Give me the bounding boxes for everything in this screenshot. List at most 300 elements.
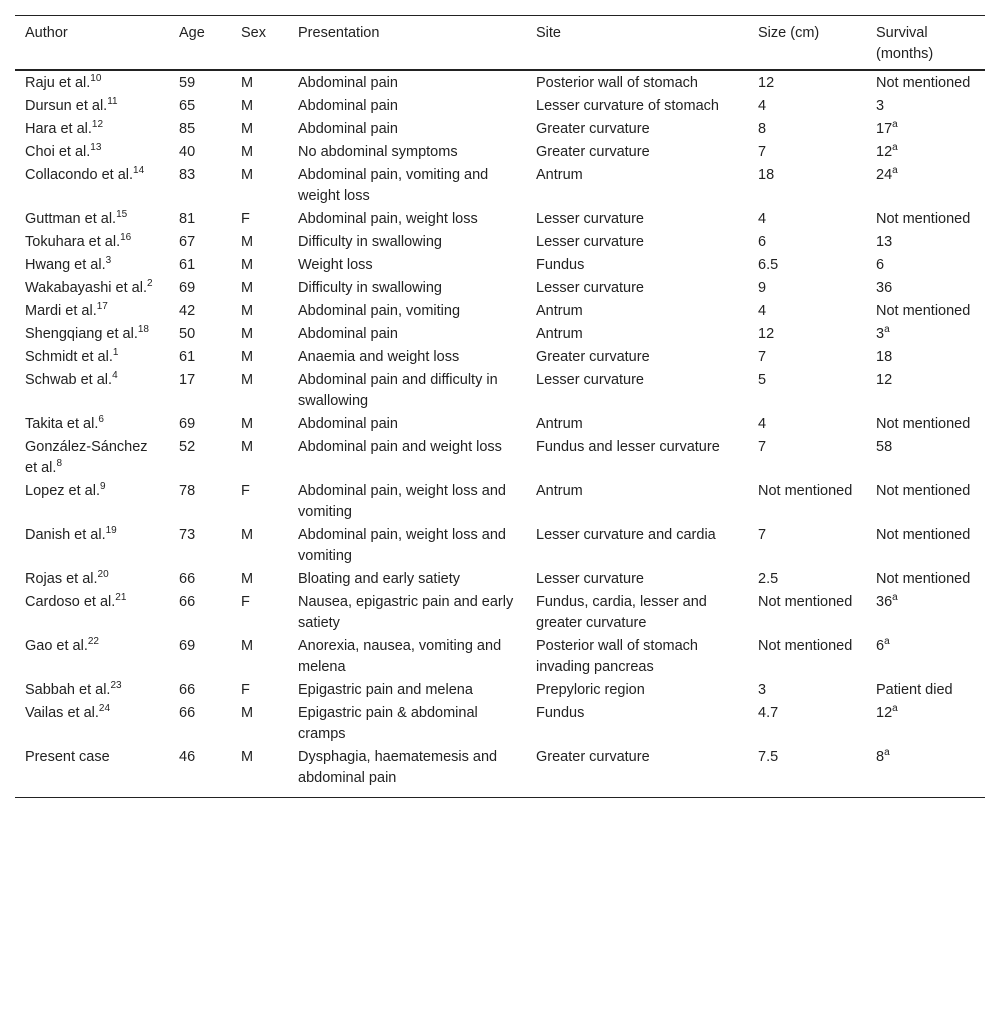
presentation-cell-text: Abdominal pain, weight loss and vomiting bbox=[298, 483, 506, 520]
site-cell bbox=[526, 369, 748, 413]
survival-cell-text: 6 bbox=[876, 638, 885, 654]
sex-cell bbox=[231, 568, 288, 591]
survival-cell-text: 17 bbox=[876, 121, 893, 137]
size-cell-text: Not mentioned bbox=[758, 483, 853, 499]
sex-cell bbox=[231, 524, 288, 568]
presentation-cell bbox=[288, 635, 526, 679]
presentation-cell bbox=[288, 369, 526, 413]
site-cell bbox=[526, 346, 748, 369]
site-cell-text: Greater curvature bbox=[536, 349, 650, 365]
age-cell-text: 69 bbox=[179, 416, 196, 432]
size-cell bbox=[748, 346, 866, 369]
presentation-cell-text: Anaemia and weight loss bbox=[298, 349, 460, 365]
size-cell-text: Not mentioned bbox=[758, 594, 853, 610]
sex-cell-text: M bbox=[241, 326, 254, 342]
size-cell bbox=[748, 141, 866, 164]
reference-number: 16 bbox=[120, 232, 132, 243]
site-cell-text: Lesser curvature of stomach bbox=[536, 98, 719, 114]
site-cell bbox=[526, 254, 748, 277]
site-cell bbox=[526, 141, 748, 164]
table-row bbox=[15, 323, 985, 346]
author-cell bbox=[15, 702, 169, 746]
site-cell-text: Antrum bbox=[536, 416, 583, 432]
sex-cell bbox=[231, 413, 288, 436]
sex-cell bbox=[231, 208, 288, 231]
presentation-cell bbox=[288, 70, 526, 95]
table-row bbox=[15, 208, 985, 231]
author-cell bbox=[15, 346, 169, 369]
survival-cell bbox=[866, 141, 985, 164]
age-cell-text: 66 bbox=[179, 571, 196, 587]
age-cell bbox=[169, 118, 231, 141]
age-cell-text: 69 bbox=[179, 280, 196, 296]
reference-number: 14 bbox=[133, 165, 145, 176]
reference-number: 1 bbox=[112, 347, 119, 358]
presentation-cell bbox=[288, 591, 526, 635]
site-cell-text: Lesser curvature and cardia bbox=[536, 527, 716, 543]
sex-cell bbox=[231, 95, 288, 118]
presentation-cell bbox=[288, 164, 526, 208]
sex-cell bbox=[231, 702, 288, 746]
survival-cell-text: 36 bbox=[876, 594, 893, 610]
size-cell bbox=[748, 208, 866, 231]
author-cell-text: Takita et al. bbox=[25, 416, 99, 432]
sex-cell-text: F bbox=[241, 483, 250, 499]
author-cell-text: Schwab et al. bbox=[25, 372, 113, 388]
sex-cell-text: M bbox=[241, 303, 254, 319]
site-cell bbox=[526, 164, 748, 208]
table-row bbox=[15, 746, 985, 798]
presentation-cell-text: Nausea, epigastric pain and early satiety bbox=[298, 594, 514, 631]
author-cell-text: Gao et al. bbox=[25, 638, 88, 654]
age-cell-text: 61 bbox=[179, 257, 196, 273]
presentation-cell bbox=[288, 746, 526, 798]
size-cell-text: 12 bbox=[758, 326, 775, 342]
site-cell bbox=[526, 591, 748, 635]
presentation-cell-text: Difficulty in swallowing bbox=[298, 234, 442, 250]
size-cell-text: 5 bbox=[758, 372, 767, 388]
sex-cell bbox=[231, 746, 288, 798]
sex-cell-text: M bbox=[241, 121, 254, 137]
table-row bbox=[15, 346, 985, 369]
author-cell-text: Dursun et al. bbox=[25, 98, 108, 114]
table-row bbox=[15, 568, 985, 591]
presentation-cell bbox=[288, 346, 526, 369]
author-cell-text: Shengqiang et al. bbox=[25, 326, 138, 342]
site-cell-text: Lesser curvature bbox=[536, 211, 644, 227]
age-cell bbox=[169, 436, 231, 480]
header-presentation: Presentation bbox=[288, 16, 526, 71]
size-cell-text: Not mentioned bbox=[758, 638, 853, 654]
presentation-cell-text: Abdominal pain, weight loss and vomiting bbox=[298, 527, 506, 564]
size-cell bbox=[748, 369, 866, 413]
author-cell bbox=[15, 254, 169, 277]
site-cell bbox=[526, 568, 748, 591]
size-cell bbox=[748, 635, 866, 679]
author-cell bbox=[15, 480, 169, 524]
sex-cell bbox=[231, 369, 288, 413]
site-cell-text: Posterior wall of stomach invading pancreas bbox=[536, 638, 698, 675]
sex-cell bbox=[231, 635, 288, 679]
sex-cell bbox=[231, 346, 288, 369]
author-cell-text: Danish et al. bbox=[25, 527, 106, 543]
size-cell-text: 18 bbox=[758, 167, 775, 183]
site-cell-text: Fundus bbox=[536, 257, 585, 273]
reference-number: 24 bbox=[98, 703, 111, 714]
size-cell-text: 4.7 bbox=[758, 705, 779, 721]
age-cell-text: 69 bbox=[179, 638, 196, 654]
size-cell bbox=[748, 164, 866, 208]
table-row bbox=[15, 164, 985, 208]
footnote-marker: a bbox=[884, 747, 890, 758]
site-cell bbox=[526, 323, 748, 346]
site-cell-text: Fundus, cardia, lesser and greater curvature bbox=[536, 594, 707, 631]
author-cell bbox=[15, 277, 169, 300]
size-cell bbox=[748, 480, 866, 524]
age-cell bbox=[169, 346, 231, 369]
sex-cell-text: F bbox=[241, 594, 250, 610]
site-cell bbox=[526, 702, 748, 746]
sex-cell bbox=[231, 141, 288, 164]
survival-cell bbox=[866, 118, 985, 141]
sex-cell-text: M bbox=[241, 416, 254, 432]
survival-cell-text: 6 bbox=[876, 257, 885, 273]
reference-number: 2 bbox=[146, 278, 153, 289]
sex-cell-text: F bbox=[241, 682, 250, 698]
sex-cell bbox=[231, 480, 288, 524]
presentation-cell bbox=[288, 413, 526, 436]
table-row bbox=[15, 369, 985, 413]
header-survival: Survival (months) bbox=[866, 16, 985, 71]
table-row bbox=[15, 231, 985, 254]
age-cell bbox=[169, 413, 231, 436]
presentation-cell bbox=[288, 702, 526, 746]
author-cell bbox=[15, 746, 169, 798]
header-age: Age bbox=[169, 16, 231, 71]
table-row bbox=[15, 277, 985, 300]
presentation-cell-text: Abdominal pain, vomiting and weight loss bbox=[298, 167, 489, 204]
table-row bbox=[15, 436, 985, 480]
age-cell bbox=[169, 300, 231, 323]
reference-number: 20 bbox=[97, 569, 109, 580]
author-cell-text: Choi et al. bbox=[25, 144, 91, 160]
table-row bbox=[15, 300, 985, 323]
age-cell bbox=[169, 568, 231, 591]
size-cell-text: 7 bbox=[758, 439, 767, 455]
size-cell bbox=[748, 323, 866, 346]
survival-cell bbox=[866, 591, 985, 635]
age-cell-text: 85 bbox=[179, 121, 196, 137]
site-cell bbox=[526, 436, 748, 480]
author-cell-text: Mardi et al. bbox=[25, 303, 97, 319]
survival-cell bbox=[866, 436, 985, 480]
age-cell bbox=[169, 208, 231, 231]
size-cell bbox=[748, 436, 866, 480]
table-row bbox=[15, 679, 985, 702]
sex-cell bbox=[231, 679, 288, 702]
survival-cell-text: Not mentioned bbox=[876, 75, 971, 91]
presentation-cell-text: Anorexia, nausea, vomiting and melena bbox=[298, 638, 502, 675]
table-row bbox=[15, 118, 985, 141]
footnote-marker: a bbox=[884, 324, 890, 335]
presentation-cell-text: Epigastric pain & abdominal cramps bbox=[298, 705, 478, 742]
author-cell-text: Schmidt et al. bbox=[25, 349, 113, 365]
footnote-marker: a bbox=[892, 165, 898, 176]
sex-cell bbox=[231, 70, 288, 95]
author-cell bbox=[15, 141, 169, 164]
presentation-cell-text: Bloating and early satiety bbox=[298, 571, 461, 587]
author-cell bbox=[15, 118, 169, 141]
sex-cell-text: M bbox=[241, 705, 254, 721]
survival-cell bbox=[866, 746, 985, 798]
reference-number: 3 bbox=[105, 255, 112, 266]
header-author: Author bbox=[15, 16, 169, 71]
size-cell bbox=[748, 277, 866, 300]
size-cell-text: 4 bbox=[758, 416, 767, 432]
survival-cell-text: Patient died bbox=[876, 682, 953, 698]
site-cell bbox=[526, 746, 748, 798]
sex-cell-text: M bbox=[241, 144, 254, 160]
author-cell bbox=[15, 436, 169, 480]
author-cell-text: Wakabayashi et al. bbox=[25, 280, 147, 296]
sex-cell bbox=[231, 118, 288, 141]
size-cell bbox=[748, 524, 866, 568]
author-cell bbox=[15, 95, 169, 118]
site-cell-text: Antrum bbox=[536, 167, 583, 183]
author-cell bbox=[15, 208, 169, 231]
sex-cell-text: M bbox=[241, 349, 254, 365]
size-cell bbox=[748, 231, 866, 254]
age-cell bbox=[169, 95, 231, 118]
author-cell-text: Raju et al. bbox=[25, 75, 91, 91]
table-row bbox=[15, 254, 985, 277]
age-cell-text: 52 bbox=[179, 439, 196, 455]
table-body bbox=[15, 70, 985, 798]
age-cell-text: 73 bbox=[179, 527, 196, 543]
sex-cell-text: M bbox=[241, 638, 254, 654]
author-cell-text: Hwang et al. bbox=[25, 257, 106, 273]
presentation-cell bbox=[288, 95, 526, 118]
presentation-cell bbox=[288, 277, 526, 300]
site-cell-text: Lesser curvature bbox=[536, 372, 644, 388]
size-cell-text: 3 bbox=[758, 682, 767, 698]
author-cell-text: Sabbah et al. bbox=[25, 682, 111, 698]
survival-cell-text: Not mentioned bbox=[876, 416, 971, 432]
survival-cell-text: Not mentioned bbox=[876, 527, 971, 543]
table-header bbox=[15, 16, 985, 71]
size-cell-text: 8 bbox=[758, 121, 767, 137]
author-cell bbox=[15, 635, 169, 679]
presentation-cell bbox=[288, 568, 526, 591]
presentation-cell-text: Abdominal pain and weight loss bbox=[298, 439, 502, 455]
survival-cell-text: 12 bbox=[876, 144, 893, 160]
author-cell bbox=[15, 323, 169, 346]
site-cell-text: Antrum bbox=[536, 483, 583, 499]
presentation-cell-text: Abdominal pain bbox=[298, 121, 398, 137]
sex-cell-text: M bbox=[241, 257, 254, 273]
presentation-cell bbox=[288, 231, 526, 254]
age-cell bbox=[169, 635, 231, 679]
size-cell bbox=[748, 591, 866, 635]
presentation-cell bbox=[288, 524, 526, 568]
age-cell-text: 40 bbox=[179, 144, 196, 160]
table-row bbox=[15, 70, 985, 95]
size-cell bbox=[748, 118, 866, 141]
age-cell bbox=[169, 369, 231, 413]
sex-cell-text: M bbox=[241, 439, 254, 455]
reference-number: 17 bbox=[96, 301, 108, 312]
survival-cell-text: Not mentioned bbox=[876, 571, 971, 587]
survival-cell-text: 12 bbox=[876, 372, 893, 388]
size-cell bbox=[748, 702, 866, 746]
presentation-cell bbox=[288, 300, 526, 323]
site-cell-text: Greater curvature bbox=[536, 144, 650, 160]
presentation-cell bbox=[288, 436, 526, 480]
survival-cell bbox=[866, 208, 985, 231]
age-cell-text: 83 bbox=[179, 167, 196, 183]
author-cell-text: Tokuhara et al. bbox=[25, 234, 121, 250]
age-cell bbox=[169, 591, 231, 635]
reference-number: 15 bbox=[116, 209, 128, 220]
presentation-cell bbox=[288, 118, 526, 141]
survival-cell bbox=[866, 369, 985, 413]
presentation-cell bbox=[288, 141, 526, 164]
survival-cell-text: 12 bbox=[876, 705, 893, 721]
sex-cell-text: M bbox=[241, 749, 254, 765]
presentation-cell-text: Abdominal pain, weight loss bbox=[298, 211, 478, 227]
survival-cell-text: 36 bbox=[876, 280, 893, 296]
size-cell bbox=[748, 300, 866, 323]
survival-cell-text: 24 bbox=[876, 167, 893, 183]
age-cell bbox=[169, 141, 231, 164]
age-cell-text: 66 bbox=[179, 705, 196, 721]
header-size: Size (cm) bbox=[748, 16, 866, 71]
age-cell-text: 78 bbox=[179, 483, 196, 499]
sex-cell bbox=[231, 591, 288, 635]
survival-cell bbox=[866, 231, 985, 254]
survival-cell-text: 13 bbox=[876, 234, 893, 250]
size-cell bbox=[748, 746, 866, 798]
survival-cell bbox=[866, 300, 985, 323]
sex-cell bbox=[231, 323, 288, 346]
age-cell-text: 66 bbox=[179, 682, 196, 698]
survival-cell bbox=[866, 346, 985, 369]
table-row bbox=[15, 635, 985, 679]
sex-cell bbox=[231, 231, 288, 254]
age-cell bbox=[169, 164, 231, 208]
site-cell-text: Greater curvature bbox=[536, 121, 650, 137]
presentation-cell-text: Epigastric pain and melena bbox=[298, 682, 473, 698]
size-cell-text: 7 bbox=[758, 527, 767, 543]
sex-cell bbox=[231, 254, 288, 277]
sex-cell-text: F bbox=[241, 211, 250, 227]
survival-cell bbox=[866, 568, 985, 591]
site-cell-text: Antrum bbox=[536, 303, 583, 319]
presentation-cell bbox=[288, 480, 526, 524]
reference-number: 9 bbox=[99, 481, 106, 492]
survival-cell bbox=[866, 70, 985, 95]
survival-cell bbox=[866, 635, 985, 679]
survival-cell-text: 3 bbox=[876, 326, 885, 342]
size-cell bbox=[748, 70, 866, 95]
survival-cell-text: 8 bbox=[876, 749, 885, 765]
site-cell bbox=[526, 70, 748, 95]
presentation-cell bbox=[288, 254, 526, 277]
age-cell bbox=[169, 231, 231, 254]
site-cell bbox=[526, 524, 748, 568]
sex-cell-text: M bbox=[241, 372, 254, 388]
author-cell bbox=[15, 231, 169, 254]
site-cell-text: Fundus and lesser curvature bbox=[536, 439, 720, 455]
site-cell bbox=[526, 95, 748, 118]
size-cell-text: 9 bbox=[758, 280, 767, 296]
site-cell bbox=[526, 231, 748, 254]
author-cell-text: Guttman et al. bbox=[25, 211, 117, 227]
size-cell bbox=[748, 568, 866, 591]
table-row bbox=[15, 95, 985, 118]
site-cell-text: Lesser curvature bbox=[536, 234, 644, 250]
site-cell bbox=[526, 480, 748, 524]
age-cell-text: 66 bbox=[179, 594, 196, 610]
age-cell bbox=[169, 323, 231, 346]
age-cell-text: 81 bbox=[179, 211, 196, 227]
age-cell-text: 59 bbox=[179, 75, 196, 91]
footnote-marker: a bbox=[892, 703, 898, 714]
size-cell bbox=[748, 254, 866, 277]
presentation-cell-text: No abdominal symptoms bbox=[298, 144, 458, 160]
site-cell bbox=[526, 300, 748, 323]
reference-number: 6 bbox=[98, 414, 104, 425]
footnote-marker: a bbox=[884, 636, 890, 647]
author-cell bbox=[15, 591, 169, 635]
age-cell bbox=[169, 480, 231, 524]
sex-cell bbox=[231, 164, 288, 208]
author-cell-text: Present case bbox=[25, 749, 110, 765]
footnote-marker: a bbox=[892, 142, 898, 153]
author-cell-text: Hara et al. bbox=[25, 121, 92, 137]
author-cell bbox=[15, 524, 169, 568]
author-cell-text: González-Sánchez et al. bbox=[25, 439, 148, 476]
author-cell bbox=[15, 568, 169, 591]
table-row bbox=[15, 524, 985, 568]
site-cell-text: Fundus bbox=[536, 705, 585, 721]
size-cell bbox=[748, 95, 866, 118]
sex-cell bbox=[231, 300, 288, 323]
site-cell-text: Antrum bbox=[536, 326, 583, 342]
survival-cell bbox=[866, 702, 985, 746]
author-cell bbox=[15, 300, 169, 323]
site-cell-text: Lesser curvature bbox=[536, 280, 644, 296]
header-row bbox=[15, 16, 985, 71]
size-cell bbox=[748, 679, 866, 702]
site-cell-text: Greater curvature bbox=[536, 749, 650, 765]
site-cell bbox=[526, 413, 748, 436]
survival-cell bbox=[866, 679, 985, 702]
case-table bbox=[15, 15, 985, 798]
author-cell bbox=[15, 164, 169, 208]
table-row bbox=[15, 591, 985, 635]
site-cell bbox=[526, 635, 748, 679]
survival-cell-text: Not mentioned bbox=[876, 303, 971, 319]
sex-cell-text: M bbox=[241, 98, 254, 114]
size-cell-text: 6.5 bbox=[758, 257, 779, 273]
sex-cell-text: M bbox=[241, 280, 254, 296]
size-cell-text: 7.5 bbox=[758, 749, 779, 765]
site-cell bbox=[526, 277, 748, 300]
presentation-cell-text: Abdominal pain bbox=[298, 416, 398, 432]
table-row bbox=[15, 702, 985, 746]
author-cell bbox=[15, 679, 169, 702]
